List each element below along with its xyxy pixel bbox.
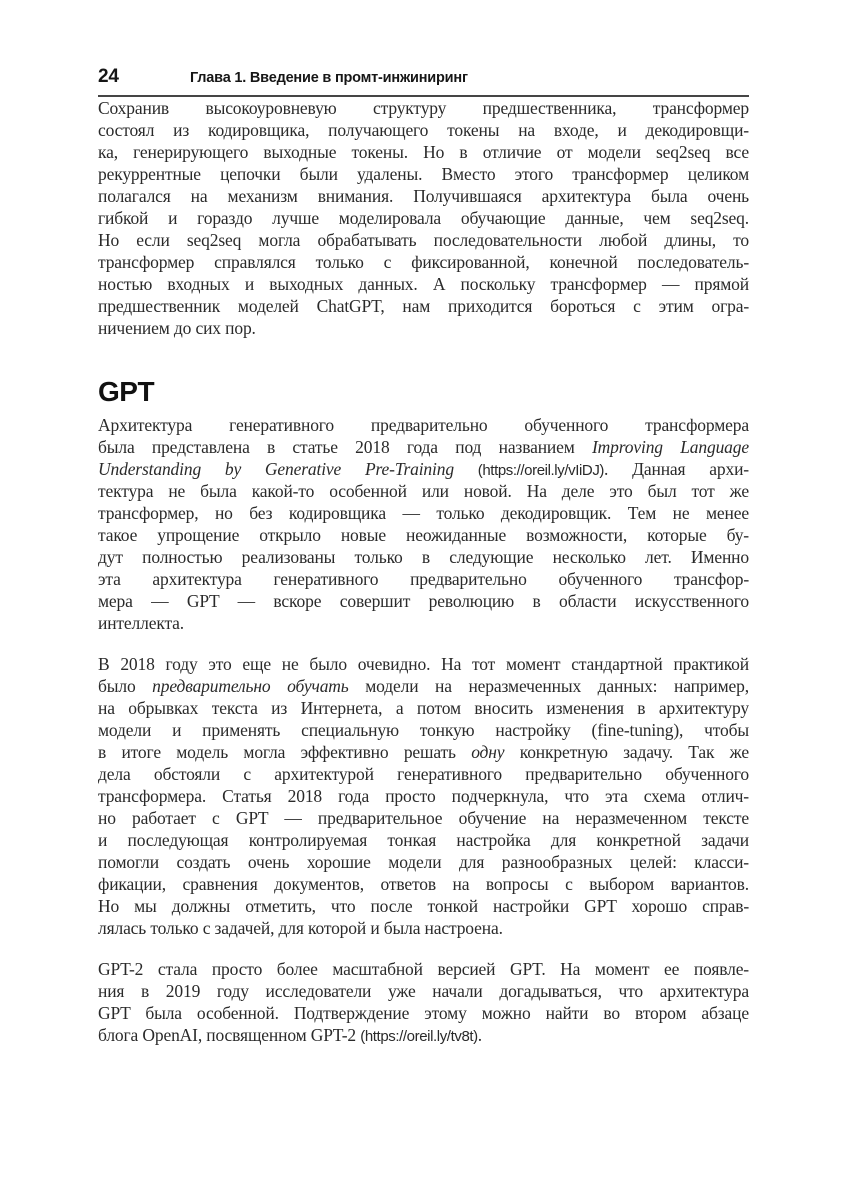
body-text: была представлена в статье 2018 года под названием xyxy=(98,437,592,457)
text-line xyxy=(98,119,749,141)
paragraph-gpt2 xyxy=(98,958,749,1046)
italic-text: одну xyxy=(471,742,505,762)
text-line xyxy=(98,958,749,980)
text-line xyxy=(98,163,749,185)
text-line xyxy=(98,873,749,895)
url-link[interactable]: (https://oreil.ly/vIiDJ) xyxy=(477,462,605,479)
body-text: состоял из кодировщика, получающего токены на входе, и декодировщи- xyxy=(98,120,749,140)
text-line xyxy=(98,97,749,119)
body-text: но работает с GPT — предварительное обучение на неразмеченном тексте xyxy=(98,808,749,828)
text-line xyxy=(98,785,749,807)
text-line xyxy=(98,414,749,436)
body-text: . Данная архи- xyxy=(604,459,749,479)
body-text: трансформера. Статья 2018 года просто подчеркнула, что эта схема отлич- xyxy=(98,786,749,806)
text-line xyxy=(98,895,749,917)
text-line xyxy=(98,719,749,741)
body-text xyxy=(454,459,478,479)
paragraph-gpt-architecture xyxy=(98,414,749,634)
text-line xyxy=(98,251,749,273)
text-line xyxy=(98,612,749,634)
text-line xyxy=(98,1024,749,1046)
page-content xyxy=(98,66,749,1065)
body-text: GPT-2 стала просто более масштабной версией GPT. На момент ее появле- xyxy=(98,959,749,979)
text-line xyxy=(98,502,749,524)
paragraph-transformer xyxy=(98,97,749,339)
body-text: и последующая контролируемая тонкая настройка для конкретной задачи xyxy=(98,830,749,850)
body-text: модели и применять специальную тонкую настройку (fine-tuning), чтобы xyxy=(98,720,749,740)
body-text: дут полностью реализованы только в следующие несколько лет. Именно xyxy=(98,547,749,567)
text-line xyxy=(98,295,749,317)
body-text: Сохранив высокоуровневую структуру предшественника, трансформер xyxy=(98,98,749,118)
body-text: эта архитектура генеративного предварительно обученного трансфор- xyxy=(98,569,749,589)
chapter-title: Глава 1. Введение в промт-инжиниринг xyxy=(190,70,468,86)
text-line xyxy=(98,980,749,1002)
text-line xyxy=(98,229,749,251)
text-line xyxy=(98,653,749,675)
text-line xyxy=(98,480,749,502)
body-text: ностью входных и выходных данных. А поскольку трансформер — прямой xyxy=(98,274,749,294)
body-text: лялась только с задачей, для которой и была настроена. xyxy=(98,918,503,938)
text-line xyxy=(98,1002,749,1024)
text-line xyxy=(98,546,749,568)
body-text: такое упрощение открыло новые неожиданные возможности, которые бу- xyxy=(98,525,749,545)
body-text: ка, генерирующего выходные токены. Но в отличие от модели seq2seq все xyxy=(98,142,749,162)
body-text: фикации, сравнения документов, ответов на вопросы с выбором вариантов. xyxy=(98,874,749,894)
body-text: полагался на механизм внимания. Получившаяся архитектура была очень xyxy=(98,186,749,206)
body-text: Архитектура генеративного предварительно обученного трансформера xyxy=(98,415,749,435)
body-text: конкретную задачу. Так же xyxy=(504,742,749,762)
body-text: Но если seq2seq могла обрабатывать последовательности любой длины, то xyxy=(98,230,749,250)
body-text: блога OpenAI, посвященном GPT-2 xyxy=(98,1025,361,1045)
body-text: . xyxy=(477,1025,482,1045)
body-text: В 2018 году это еще не было очевидно. На тот момент стандартной практикой xyxy=(98,654,749,674)
page-number: 24 xyxy=(98,66,119,87)
body-text: ничением до сих пор. xyxy=(98,318,256,338)
body-text: предшественник моделей ChatGPT, нам приходится бороться с этим огра- xyxy=(98,296,749,316)
body-text: GPT была особенной. Подтверждение этому можно найти во втором абзаце xyxy=(98,1003,749,1023)
body-text: тектура не была какой-то особенной или новой. На деле это был тот же xyxy=(98,481,749,501)
body-text: на обрывках текста из Интернета, а потом вносить изменения в архитектуру xyxy=(98,698,749,718)
text-line xyxy=(98,436,749,458)
paragraph-pretraining-2018 xyxy=(98,653,749,939)
italic-text: Improving Language xyxy=(591,437,749,457)
body-text: помогли создать очень хорошие модели для разнообразных целей: класси- xyxy=(98,852,749,872)
running-header xyxy=(98,66,749,88)
body-text: в итоге модель могла эффективно решать xyxy=(98,742,472,762)
body-text: интеллекта. xyxy=(98,613,185,633)
text-line xyxy=(98,675,749,697)
body-text: трансформер, но без кодировщика — только декодировщик. Тем не менее xyxy=(98,503,749,523)
text-line xyxy=(98,207,749,229)
text-line xyxy=(98,763,749,785)
body-text: мера — GPT — вскоре совершит революцию в области искусственного xyxy=(98,591,749,611)
body-text: Но мы должны отметить, что после тонкой настройки GPT хорошо справ- xyxy=(98,896,749,916)
italic-text: Understanding by Generative Pre-Training xyxy=(98,459,454,479)
text-line xyxy=(98,458,749,480)
section-heading-gpt: GPT xyxy=(98,376,155,407)
text-line xyxy=(98,185,749,207)
text-line xyxy=(98,568,749,590)
text-line xyxy=(98,590,749,612)
body-text: трансформер справлялся только с фиксированной, конечной последователь- xyxy=(98,252,749,272)
body-text: было xyxy=(98,676,153,696)
text-line xyxy=(98,917,749,939)
text-line xyxy=(98,317,749,339)
text-line xyxy=(98,524,749,546)
text-line xyxy=(98,807,749,829)
text-line xyxy=(98,851,749,873)
body-text: модели на неразмеченных данных: например, xyxy=(348,676,749,696)
body-text: ния в 2019 году исследователи уже начали догадываться, что архитектура xyxy=(98,981,749,1001)
text-line xyxy=(98,697,749,719)
text-line xyxy=(98,273,749,295)
body-text: рекуррентные цепочки были удалены. Вместо этого трансформер целиком xyxy=(98,164,749,184)
italic-text: предварительно обучать xyxy=(152,676,349,696)
text-line xyxy=(98,141,749,163)
body-text: дела обстояли с архитектурой генеративного предварительно обученного xyxy=(98,764,749,784)
url-link[interactable]: (https://oreil.ly/tv8t) xyxy=(360,1028,478,1045)
text-line xyxy=(98,829,749,851)
text-line xyxy=(98,741,749,763)
body-text: гибкой и гораздо лучше моделировала обучающие данные, чем seq2seq. xyxy=(98,208,749,228)
